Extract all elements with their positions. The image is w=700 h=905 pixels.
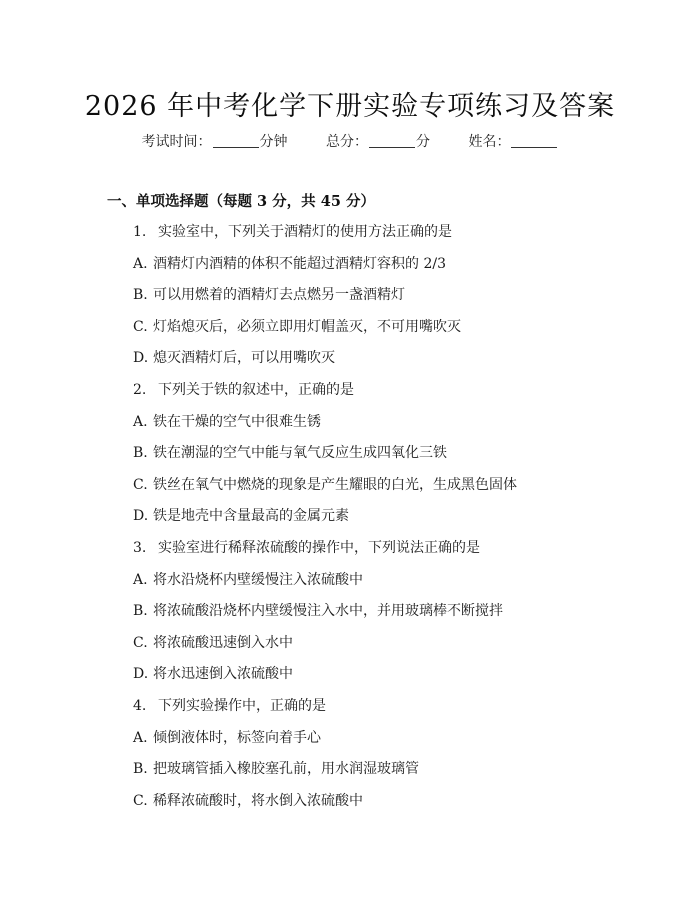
option-letter: B. [133,761,148,778]
answer-option [133,474,653,506]
question-stem-text: 实验室中，下列关于酒精灯的使用方法正确的是 [158,224,452,240]
question-stem-text: 下列实验操作中，正确的是 [158,697,326,714]
option-letter: A. [133,729,148,746]
option-letter: B. [133,445,148,462]
option-letter: A. [133,571,148,588]
total-score-unit: 分 [416,134,430,150]
option-text: 熄灭酒精灯后，可以用嘴吹灭 [153,350,335,367]
question-number: 3. [133,539,147,556]
exam-time-label: 考试时间： [141,134,212,150]
option-text: 铁是地壳中含量最高的金属元素 [153,508,349,525]
answer-option [133,316,653,348]
option-letter: C. [133,792,148,809]
question-stem [133,695,653,727]
option-text: 可以用燃着的酒精灯去点燃另一盏酒精灯 [153,287,405,304]
option-letter: C. [133,318,148,335]
exam-meta [0,131,700,151]
exam-time [142,134,292,150]
answer-option [133,442,653,474]
answer-option [133,663,653,695]
option-letter: C. [133,634,148,651]
option-text: 铁在潮湿的空气中能与氧气反应生成四氧化三铁 [153,445,447,462]
answer-option [133,790,653,822]
exam-time-blank [213,133,259,148]
question-stem-text: 下列关于铁的叙述中，正确的是 [158,381,354,398]
total-score [326,134,434,150]
answer-option [133,284,653,316]
option-text: 将浓硫酸沿烧杯内壁缓慢注入水中，并用玻璃棒不断搅拌 [153,603,503,620]
option-letter: D. [133,666,149,683]
question-stem [133,537,653,569]
student-name-label: 姓名： [468,134,511,150]
option-text: 将水沿烧杯内壁缓慢注入浓硫酸中 [153,571,363,588]
question-number: 4. [133,697,147,714]
option-letter: C. [133,476,148,493]
answer-option [133,253,653,285]
answer-option [133,758,653,790]
total-score-label: 总分： [326,134,368,150]
section-heading: 一、单项选择题（每题 3 分，共 45 分） [107,193,375,210]
answer-option [133,600,653,632]
question-number: 2. [133,381,147,398]
option-text: 倾倒液体时，标签向着手心 [153,729,321,746]
option-text: 把玻璃管插入橡胶塞孔前，用水润湿玻璃管 [153,761,419,778]
answer-option [133,727,653,759]
option-text: 酒精灯内酒精的体积不能超过酒精灯容积的 2/3 [153,255,446,272]
answer-option [133,632,653,664]
answer-option [133,347,653,379]
option-text: 铁丝在氧气中燃烧的现象是产生耀眼的白光，生成黑色固体 [153,476,517,493]
question-list [133,221,653,821]
question-stem [133,221,653,253]
answer-option [133,411,653,443]
student-name [468,134,558,150]
option-text: 灯焰熄灭后，必须立即用灯帽盖灭，不可用嘴吹灭 [153,318,461,335]
option-text: 稀释浓硫酸时，将水倒入浓硫酸中 [153,792,363,809]
option-letter: B. [133,603,148,620]
answer-option [133,569,653,601]
total-score-blank [369,133,415,148]
option-letter: D. [133,350,149,367]
option-letter: B. [133,287,148,304]
question-stem-text: 实验室进行稀释浓硫酸的操作中，下列说法正确的是 [158,539,480,556]
question-number: 1. [133,224,147,240]
answer-option [133,505,653,537]
option-letter: D. [133,508,149,525]
document-title: 2026 年中考化学下册实验专项练习及答案 [84,91,616,122]
option-text: 将浓硫酸迅速倒入水中 [153,634,293,651]
question-stem [133,379,653,411]
option-text: 将水迅速倒入浓硫酸中 [153,666,293,683]
option-text: 铁在干燥的空气中很难生锈 [153,413,321,430]
option-letter: A. [133,413,148,430]
option-letter: A. [133,255,148,272]
student-name-blank [511,133,557,148]
exam-time-unit: 分钟 [259,134,288,150]
